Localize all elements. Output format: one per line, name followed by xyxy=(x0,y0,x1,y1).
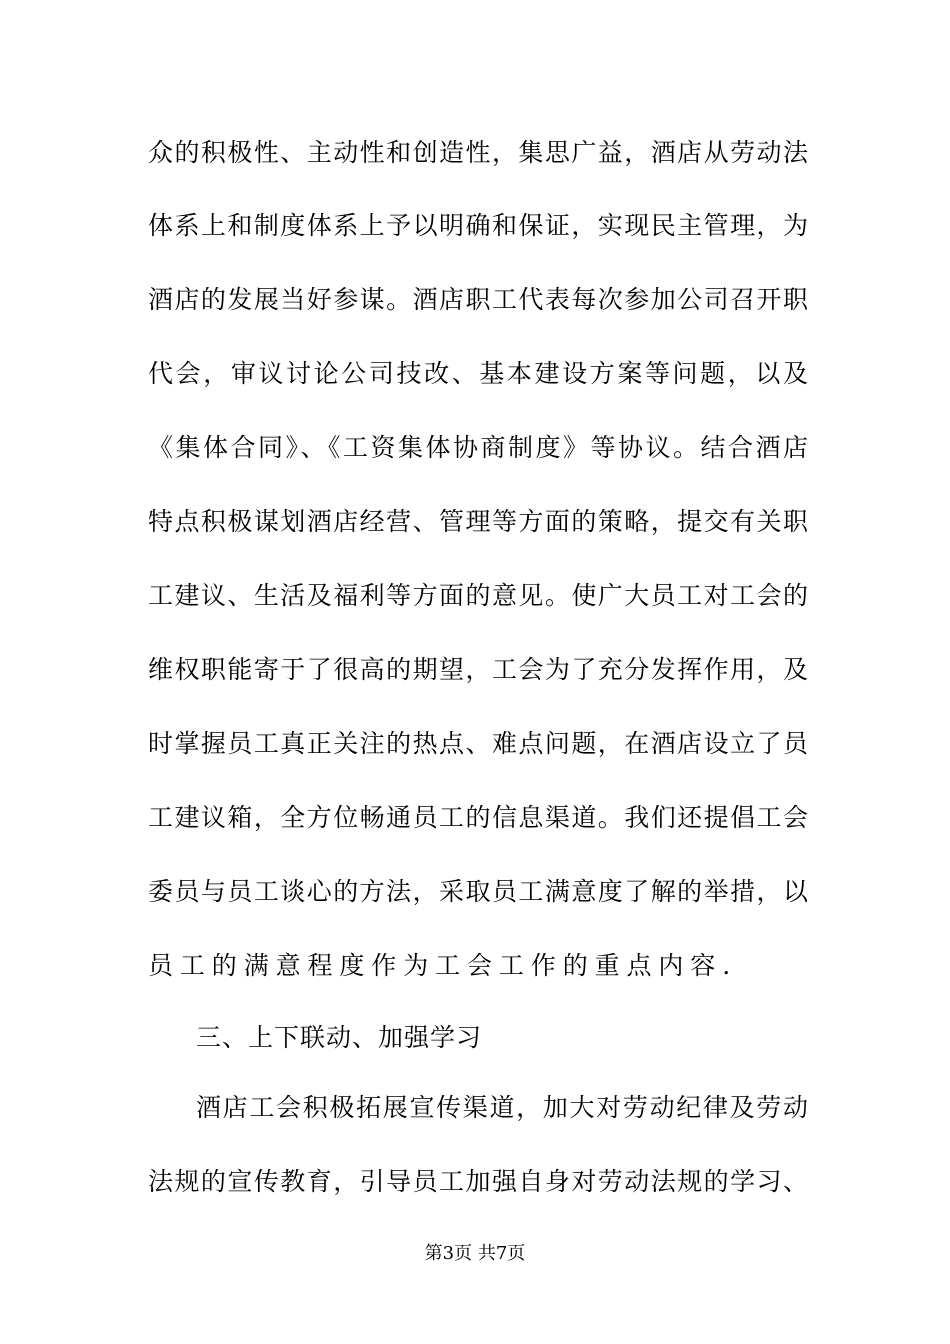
paragraph-line: 特点积极谋划酒店经营、管理等方面的策略，提交有关职 xyxy=(148,507,808,536)
page-number: 第3页 共7页 xyxy=(424,1243,526,1264)
paragraph-line: 酒店工会积极拓展宣传渠道，加大对劳动纪律及劳动 xyxy=(196,1093,808,1122)
paragraph-line: 酒店的发展当好参谋。酒店职工代表每次参加公司召开职 xyxy=(148,285,808,314)
paragraph-line: 工建议、生活及福利等方面的意见。使广大员工对工会的 xyxy=(148,581,808,610)
paragraph-line: 工建议箱，全方位畅通员工的信息渠道。我们还提倡工会 xyxy=(148,803,808,832)
paragraph-line: 体系上和制度体系上予以明确和保证，实现民主管理，为 xyxy=(148,211,808,240)
paragraph-line: 《集体合同》、《工资集体协商制度》等协议。结合酒店 xyxy=(148,433,808,462)
paragraph-line: 维权职能寄于了很高的期望，工会为了充分发挥作用，及 xyxy=(148,655,808,684)
paragraph-line: 代会，审议讨论公司技改、基本建设方案等问题，以及 xyxy=(148,359,808,388)
paragraph-line: 委员与员工谈心的方法，采取员工满意度了解的举措，以 xyxy=(148,877,808,906)
paragraph-line: 众的积极性、主动性和创造性，集思广益，酒店从劳动法 xyxy=(148,138,808,167)
section-heading: 三、上下联动、加强学习 xyxy=(196,1023,483,1052)
paragraph-line: 员工的满意程度作为工会工作的重点内容. xyxy=(148,951,738,980)
paragraph-line: 时掌握员工真正关注的热点、难点问题，在酒店设立了员 xyxy=(148,729,808,758)
paragraph-line: 法规的宣传教育，引导员工加强自身对劳动法规的学习、 xyxy=(148,1167,808,1196)
